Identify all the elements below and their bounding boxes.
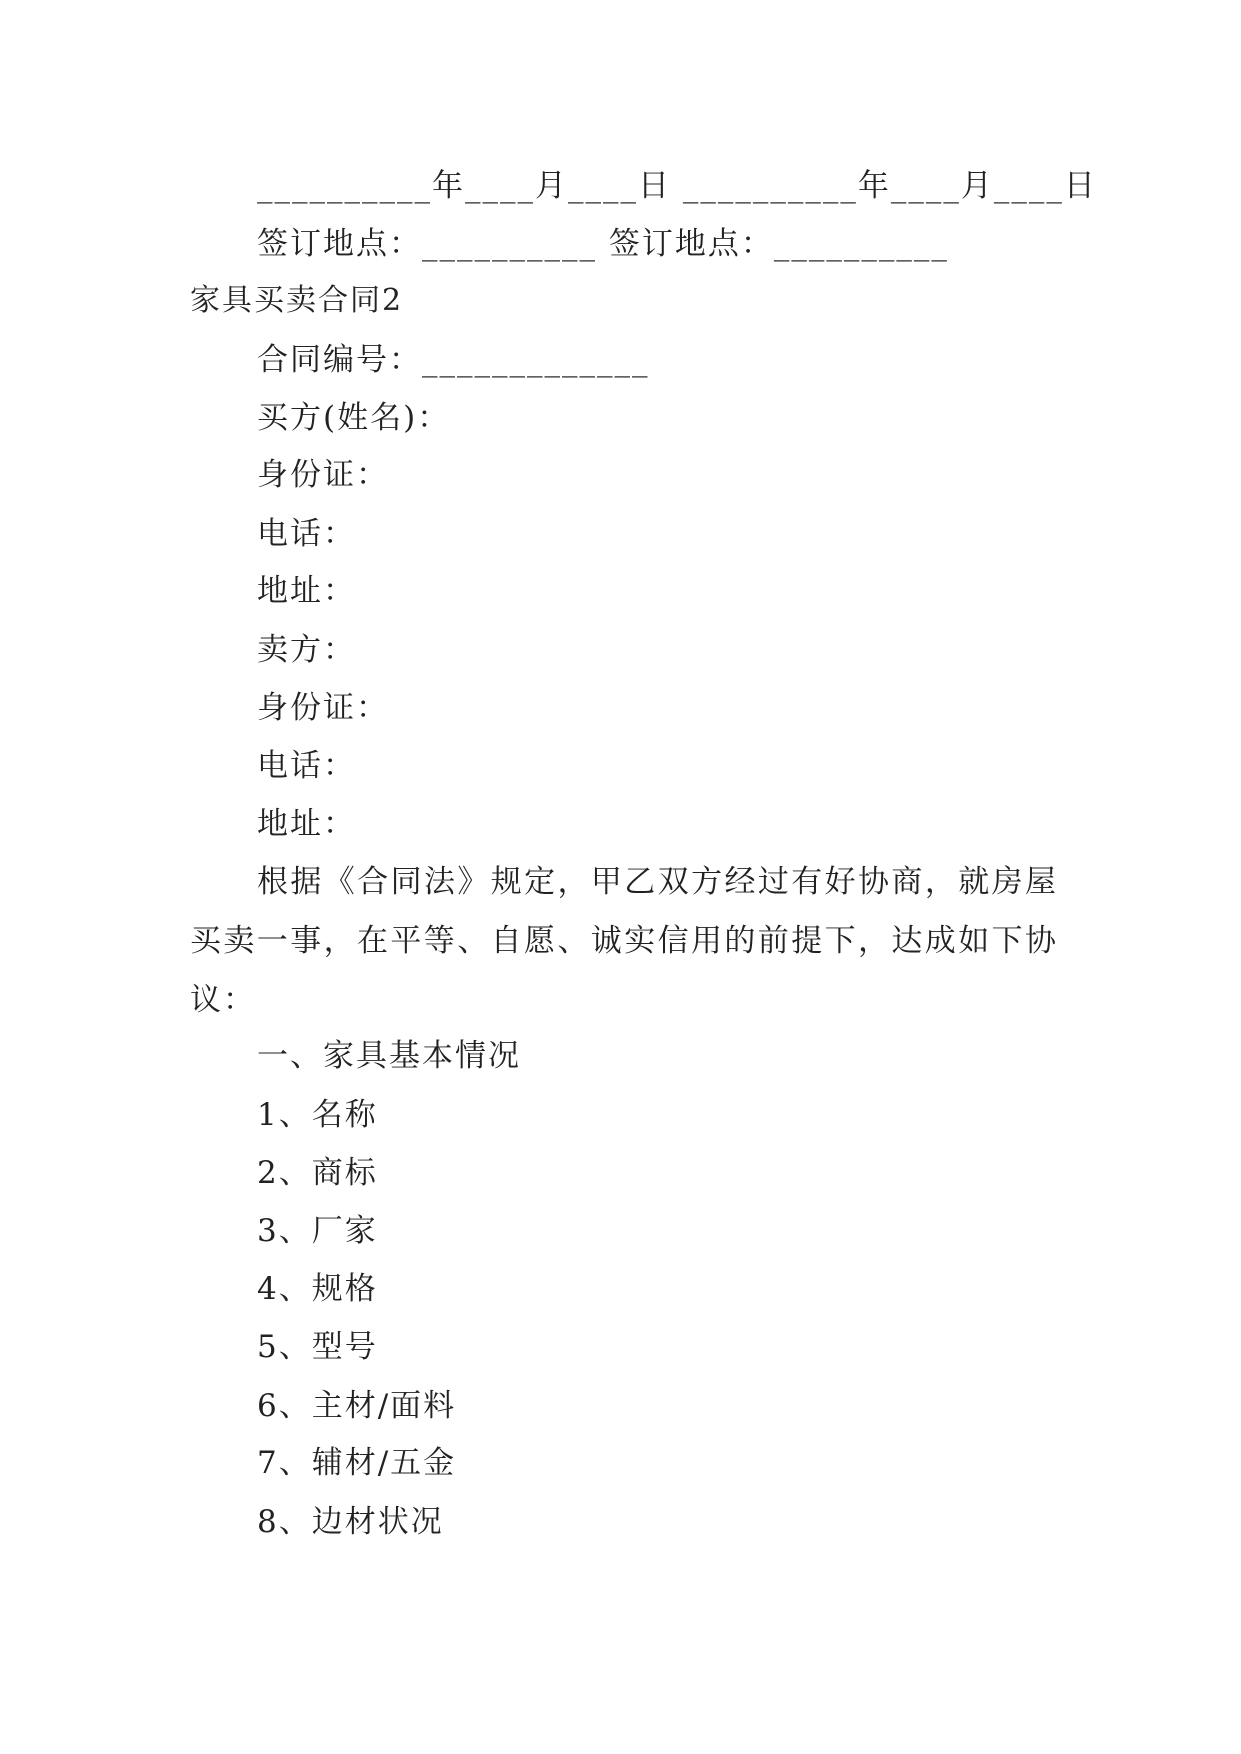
buyer-address-line: 地址： — [257, 573, 356, 609]
list-item: 8、边材状况 — [257, 1504, 444, 1540]
seller-address-line: 地址： — [257, 806, 356, 842]
list-item: 1、名称 — [257, 1097, 378, 1133]
intro-paragraph: 根据《合同法》规定，甲乙双方经过有好协商，就房屋买卖一事，在平等、自愿、诚实信用的前提下，达成如下协议： — [190, 864, 1058, 1018]
list-item: 6、主材/面料 — [257, 1388, 457, 1424]
list-item: 3、厂家 — [257, 1213, 378, 1249]
buyer-phone-line: 电话： — [257, 516, 356, 552]
signature-date-line: __________年____月____日 __________年____月____日 — [257, 168, 1097, 204]
contract-title: 家具买卖合同2 — [190, 283, 404, 318]
list-item: 2、商标 — [257, 1155, 378, 1191]
section-heading: 一、家具基本情况 — [257, 1038, 521, 1074]
contract-number-line: 合同编号：_____________ — [257, 342, 650, 378]
signature-place-line: 签订地点：__________ 签订地点：__________ — [257, 226, 949, 262]
seller-name-line: 卖方： — [257, 632, 356, 668]
list-item: 4、规格 — [257, 1271, 378, 1307]
seller-id-line: 身份证： — [257, 690, 389, 726]
list-item: 5、型号 — [257, 1329, 378, 1365]
list-item: 7、辅材/五金 — [257, 1445, 457, 1481]
buyer-id-line: 身份证： — [257, 457, 389, 493]
buyer-name-line: 买方(姓名)： — [257, 400, 451, 436]
seller-phone-line: 电话： — [257, 748, 356, 784]
